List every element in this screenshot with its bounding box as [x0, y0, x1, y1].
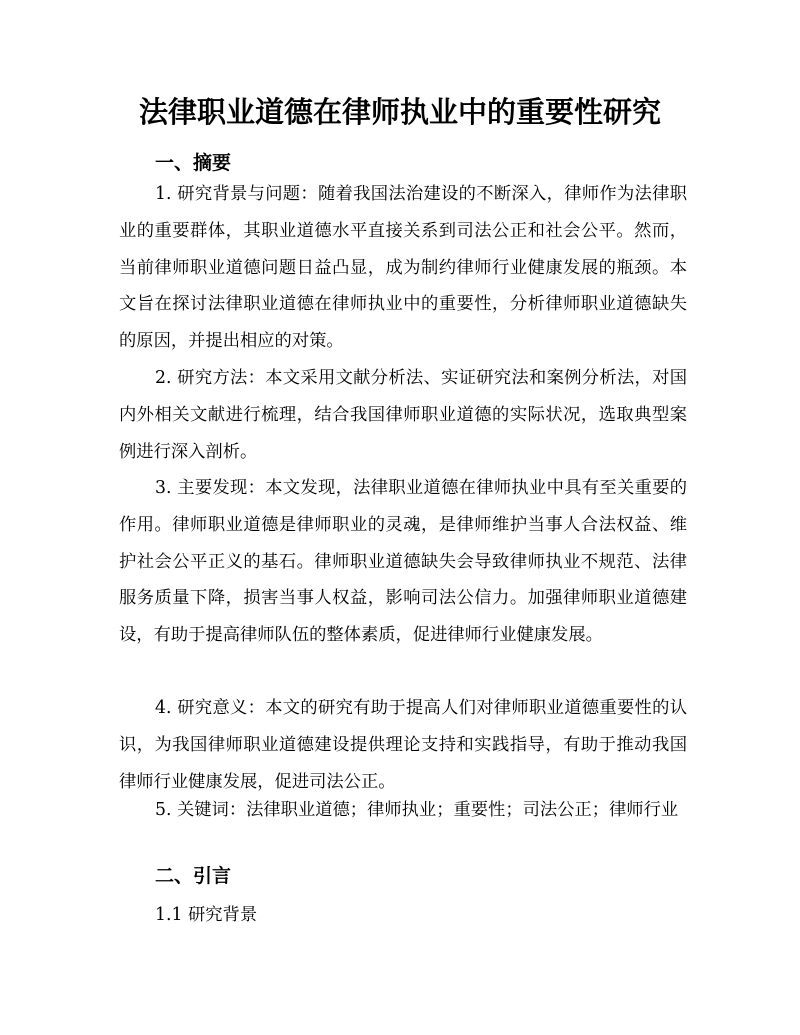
- abstract-paragraph-significance: 4. 研究意义：本文的研究有助于提高人们对律师职业道德重要性的认识，为我国律师职业道德建设提供理论支持和实践指导，有助于推动我国律师行业健康发展，促进司法公正。: [119, 698, 687, 792]
- subsection-heading-background: 1.1 研究背景: [155, 905, 258, 925]
- abstract-paragraph-keywords: 5. 关键词：法律职业道德；律师执业；重要性；司法公正；律师行业: [155, 800, 679, 820]
- abstract-paragraph-findings: 3. 主要发现：本文发现，法律职业道德在律师执业中具有至关重要的作用。律师职业道德是律师职业的灵魂，是律师维护当事人合法权益、维护社会公平正义的基石。律师职业道德缺失会导致律师执业不规范、法律服务质量下降，损害当事人权益，影响司法公信力。加强律师职业道德建设，有助于提高律师队伍的整体素质，促进律师行业健康发展。: [119, 478, 687, 646]
- document-title: 法律职业道德在律师执业中的重要性研究: [138, 95, 661, 129]
- abstract-paragraph-methods: 2. 研究方法：本文采用文献分析法、实证研究法和案例分析法，对国内外相关文献进行梳理，结合我国律师职业道德的实际状况，选取典型案例进行深入剖析。: [119, 368, 687, 462]
- section-heading-introduction: 二、引言: [155, 865, 232, 887]
- section-heading-abstract: 一、摘要: [155, 152, 232, 174]
- abstract-paragraph-background: 1. 研究背景与问题：随着我国法治建设的不断深入，律师作为法律职业的重要群体，其职业道德水平直接关系到司法公正和社会公平。然而，当前律师职业道德问题日益凸显，成为制约律师行业健康发展的瓶颈。本文旨在探讨法律职业道德在律师执业中的重要性，分析律师职业道德缺失的原因，并提出相应的对策。: [119, 184, 687, 352]
